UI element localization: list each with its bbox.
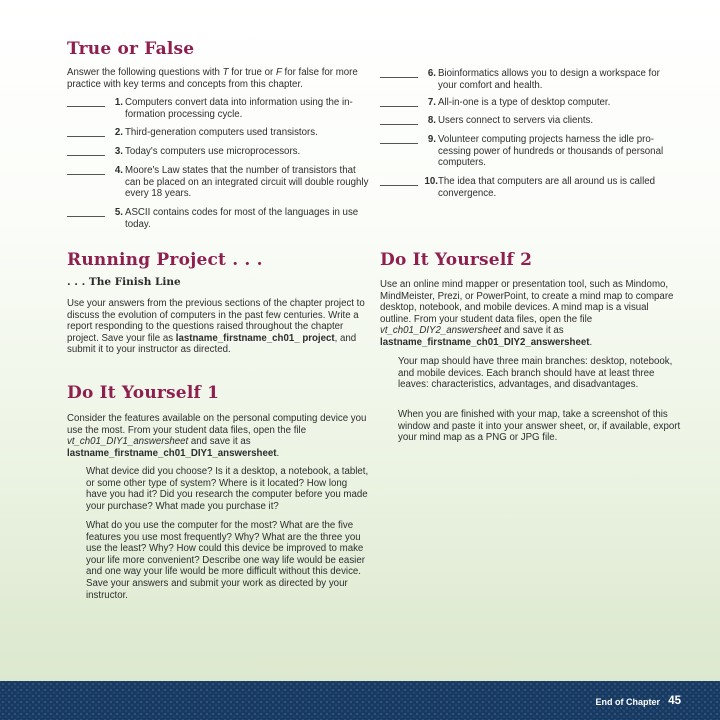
question-text: Moore's Law states that the number of transistors that can be placed on an integrated circuit will double roughly every 18 years. xyxy=(125,165,369,200)
answer-blank[interactable] xyxy=(380,115,418,125)
answer-blank[interactable] xyxy=(67,127,105,137)
question-number: 4. xyxy=(114,165,123,176)
answer-blank[interactable] xyxy=(67,165,105,175)
diy2-heading: Do It Yourself 2 xyxy=(380,250,533,270)
diy1-intro: Consider the features available on the personal computing device you use the most. From your student data files, open the file vt_ch01_DIY1_answersheet and save it as lastname_firstname_ch01_DIY1_answersheet. xyxy=(67,413,367,459)
question-text: Users connect to servers via clients. xyxy=(438,115,594,126)
running-project-heading: Running Project . . . xyxy=(67,250,263,270)
question-number: 8. xyxy=(427,115,436,126)
question-number: 6. xyxy=(427,68,436,79)
question-number: 3. xyxy=(114,146,123,157)
diy1-questions-device: What device did you choose? Is it a desktop, a notebook, a tablet, or some other type of system? Where is it located? How long have you had it? Did you research the computer before you made your purchase? What made you purchase it? xyxy=(86,466,369,512)
diy1-heading: Do It Yourself 1 xyxy=(67,383,220,403)
question-number: 5. xyxy=(114,207,123,218)
question-text: Computers convert data into information using the in-formation processing cycle. xyxy=(125,97,353,120)
answer-blank[interactable] xyxy=(380,68,418,78)
footer-bar xyxy=(0,681,720,720)
question-text: Today's computers use microprocessors. xyxy=(125,146,301,157)
diy2-submit-instructions: When you are finished with your map, take a screenshot of this window and paste it into your answer sheet, or, if available, export your mind map as a PNG or JPG file. xyxy=(398,409,681,444)
question-number: 9. xyxy=(427,134,436,145)
true-false-instructions: Answer the following questions with T for true or F for false for more practice with key terms and concepts from this chapter. xyxy=(67,67,358,90)
running-project-body: Use your answers from the previous sections of the chapter project to discuss the evolution of computers in the past few centuries. Write a report responding to the questions raised throughout the chapter project. Save your file as lastname_firstname_ch01_ project, and submit it to your instructor as directed. xyxy=(67,298,365,356)
answer-blank[interactable] xyxy=(380,134,418,144)
question-text: The idea that computers are all around us is called convergence. xyxy=(438,176,656,199)
footer-section-label: End of Chapter xyxy=(595,697,660,707)
answer-blank[interactable] xyxy=(380,97,418,107)
diy2-map-instructions: Your map should have three main branches: desktop, notebook, and mobile devices. Each branch should have at least three leaves: characteristics, advantages, and disadvantages. xyxy=(398,356,673,391)
running-project-subtitle: . . . The Finish Line xyxy=(67,276,181,288)
question-number: 2. xyxy=(114,127,123,138)
question-text: Bioinformatics allows you to design a workspace for your comfort and health. xyxy=(438,68,660,91)
question-number: 7. xyxy=(427,97,436,108)
diy1-questions-usage: What do you use the computer for the most? What are the five features you use most frequently? Why? What are the three you use the least? Why? How could this device be improved to make your life more convenient? Describe one way life would be easier and one way your life would be more difficult without this device. Save your answers and submit your work as directed by your instructor. xyxy=(86,520,365,601)
question-text: ASCII contains codes for most of the languages in use today. xyxy=(125,207,359,230)
answer-blank[interactable] xyxy=(67,207,105,217)
page-number: 45 xyxy=(668,695,681,707)
question-number: 10. xyxy=(424,176,438,187)
diy2-intro: Use an online mind mapper or presentation tool, such as Mindomo, MindMeister, Prezi, or PowerPoint, to create a mind map to compare desktop, notebook, and mobile devices. A mind map is a visual outline. From your student data files, open the file vt_ch01_DIY2_answersheet and save it as lastname_firstname_ch01_DIY2_answersheet. xyxy=(380,279,674,348)
answer-blank[interactable] xyxy=(67,97,105,107)
question-text: Volunteer computing projects harness the idle pro-cessing power of hundreds or thousands of personal computers. xyxy=(438,134,664,169)
question-text: Third-generation computers used transistors. xyxy=(125,127,318,138)
question-number: 1. xyxy=(114,97,123,108)
answer-blank[interactable] xyxy=(380,176,418,186)
answer-blank[interactable] xyxy=(67,146,105,156)
true-false-heading: True or False xyxy=(67,39,195,59)
question-text: All-in-one is a type of desktop computer. xyxy=(438,97,611,108)
